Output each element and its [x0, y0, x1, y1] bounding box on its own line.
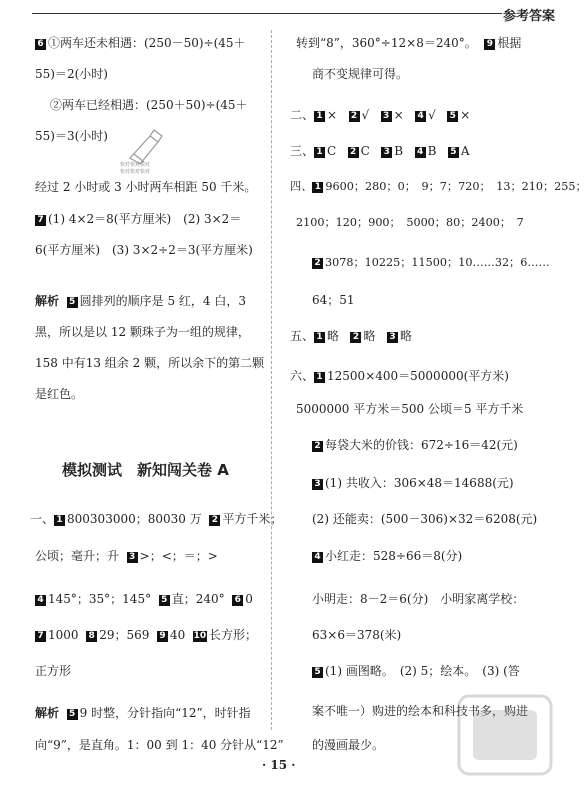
answer-line: 案不唯一）购进的绘本和科技书多，购进 [312, 704, 529, 718]
analysis-text: 圆排列的顺序是 5 红，4 白，3 [79, 294, 247, 308]
question-number-badge: 3 [312, 479, 323, 490]
question-number-badge: 3 [387, 332, 398, 343]
analysis-line [35, 294, 246, 308]
question-number-badge: 2 [348, 147, 359, 158]
question-number-badge: 4 [35, 595, 46, 606]
answer-line: 63×6＝378(米) [312, 628, 402, 642]
answer-line [312, 664, 520, 678]
question-number-badge: 1 [54, 515, 65, 526]
answer-text: 略 [327, 329, 340, 343]
answer-text: 平方千米； [222, 512, 283, 526]
question-number-badge: 2 [349, 111, 360, 122]
answer-text: 145°；35°；145° [48, 592, 152, 606]
answer-line [290, 180, 587, 194]
answer-row-judgement [290, 108, 470, 122]
answer-text: 略 [363, 329, 376, 343]
answer-text: ①两车还未相遇：(250－50)÷(45＋ [48, 36, 246, 50]
watermark-text: 快对快对快对 [120, 169, 151, 175]
answer-text: √ [361, 108, 370, 122]
question-number-badge: 1 [314, 111, 325, 122]
answer-text: C [360, 144, 370, 158]
answer-line: (2) 还能卖：(500－306)×32＝6208(元) [312, 512, 538, 526]
answer-line: 2100；120；900； 5000；80；2400； 7 [296, 216, 524, 229]
column-divider [271, 30, 272, 730]
analysis-text: 9 时整，分针指向“12”，时针指 [79, 706, 251, 720]
question-number-badge: 1 [314, 332, 325, 343]
answer-line: 经过 2 小时或 3 小时两车相距 50 千米。 [35, 180, 257, 194]
question-number-badge: 3 [127, 552, 138, 563]
answer-text: × [327, 108, 338, 122]
answer-line [296, 36, 521, 50]
answer-line: 正方形 [35, 664, 72, 678]
answer-text: >；<；＝；> [139, 549, 218, 563]
analysis-line: 向“9”，是直角。1：00 到 1：40 分针从“12” [35, 738, 284, 752]
answer-line: 64；51 [312, 293, 355, 307]
answer-line: 55)＝2(小时) [35, 67, 108, 81]
header-title: 参考答案 [503, 9, 556, 24]
answer-text: (1) 4×2＝8(平方厘米) (2) 3×2＝ [48, 212, 242, 226]
section-number: 六、 [290, 369, 315, 383]
answer-line [312, 438, 518, 452]
analysis-label: 解析 [35, 294, 60, 308]
section-number: 五、 [290, 329, 315, 343]
section-title: 模拟测试 新知闯关卷 A [62, 461, 229, 479]
question-number-badge: 5 [312, 667, 323, 678]
answer-text: × [460, 108, 471, 122]
answer-row-choice [290, 144, 470, 158]
section-number: 二、 [290, 108, 315, 122]
answer-line [35, 628, 257, 642]
answer-line: ②两车已经相遇：(250＋50)÷(45＋ [50, 98, 248, 112]
question-number-badge: 2 [312, 441, 323, 452]
answer-line [290, 369, 509, 383]
watermark-text: 快对快对快对 [120, 162, 151, 168]
answer-line [312, 549, 462, 563]
question-number-badge: 5 [448, 147, 459, 158]
answer-text: B [427, 144, 437, 158]
question-number-badge: 1 [314, 372, 325, 383]
question-number-badge: 7 [35, 631, 46, 642]
question-number-badge: 6 [232, 595, 243, 606]
answer-text: 小红走：528÷66＝8(分) [325, 549, 463, 563]
answer-line: 55)＝3(小时) [35, 129, 108, 143]
answer-text: 转到“8”，360°÷12×8＝240°。 [296, 36, 477, 50]
question-number-badge: 1 [312, 182, 323, 193]
question-number-badge: 5 [67, 709, 78, 720]
answer-text: B [394, 144, 404, 158]
section-number: 一、 [30, 512, 55, 526]
question-number-badge: 3 [381, 147, 392, 158]
question-number-badge: 8 [86, 631, 97, 642]
answer-site-watermark-icon [455, 690, 555, 780]
answer-text: 公顷；毫升；升 [35, 549, 120, 563]
question-number-badge: 3 [381, 111, 392, 122]
question-number-badge: 2 [312, 258, 323, 269]
question-number-badge: 4 [415, 147, 426, 158]
answer-text: 800303000；80030 万 [67, 512, 202, 526]
answer-row-drawing [290, 329, 412, 343]
answer-text: 3078；10225；11500；10……32；6…… [325, 256, 550, 269]
answer-text: × [393, 108, 404, 122]
answer-line [312, 476, 514, 490]
answer-text: C [327, 144, 337, 158]
answer-text: 略 [399, 329, 412, 343]
question-number-badge: 5 [67, 297, 78, 308]
question-number-badge: 2 [209, 515, 220, 526]
answer-text: 29；569 [99, 628, 150, 642]
question-number-badge: 5 [159, 595, 170, 606]
answer-text: 每袋大米的价钱：672÷16＝42(元) [325, 438, 518, 452]
analysis-label: 解析 [35, 706, 60, 720]
analysis-line: 是红色。 [35, 387, 84, 401]
answer-line: 6(平方厘米) (3) 3×2÷2＝3(平方厘米) [35, 243, 253, 257]
question-number-badge: 9 [484, 39, 495, 50]
question-number-badge: 7 [35, 215, 46, 226]
answer-text: 1000 [48, 628, 79, 642]
answer-line [312, 256, 550, 270]
answer-text: √ [428, 108, 436, 122]
answer-text: 直；240° [171, 592, 225, 606]
analysis-line: 158 中有13 组余 2 颗，所以余下的第二颗 [35, 356, 265, 370]
question-number-badge: 4 [312, 552, 323, 563]
answer-text: 9600；280；0； 9；7；720； 13；210；255； [325, 180, 587, 193]
header-rule [32, 13, 502, 14]
answer-line: 小明走：8－2＝6(分) 小明家离学校： [312, 592, 525, 606]
answer-line: 5000000 平方米＝500 公顷＝5 平方千米 [296, 402, 524, 416]
answer-line [35, 212, 241, 226]
answer-line [35, 549, 218, 563]
answer-text: A [460, 144, 470, 158]
answer-line: 商不变规律可得。 [312, 67, 409, 81]
section-number: 四、 [290, 180, 313, 193]
page-number: · 15 · [262, 758, 296, 772]
question-number-badge: 5 [447, 111, 458, 122]
question-number-badge: 1 [314, 147, 325, 158]
analysis-line: 黑，所以是以 12 颗珠子为一组的规律， [35, 325, 250, 339]
answer-line [35, 36, 246, 50]
question-number-badge: 10 [193, 631, 207, 641]
answer-text: 12500×400＝5000000(平方米) [327, 369, 509, 383]
answer-text: 长方形； [208, 628, 257, 642]
question-number-badge: 2 [350, 332, 361, 343]
answer-line [35, 592, 253, 606]
question-number-badge: 6 [35, 39, 46, 50]
answer-text: (1) 共收入：306×48＝14688(元) [325, 476, 514, 490]
answer-text: 根据 [497, 36, 522, 50]
answer-text: 0 [245, 592, 253, 606]
answer-line: 的漫画最少。 [312, 738, 385, 752]
analysis-line [35, 706, 251, 720]
question-number-badge: 4 [415, 111, 426, 122]
answer-text: (1) 画图略。 (2) 5；绘本。 (3) (答 [325, 664, 520, 678]
question-number-badge: 9 [157, 631, 168, 642]
section-number: 三、 [290, 144, 315, 158]
answer-text: 40 [170, 628, 186, 642]
answer-line [30, 512, 282, 526]
